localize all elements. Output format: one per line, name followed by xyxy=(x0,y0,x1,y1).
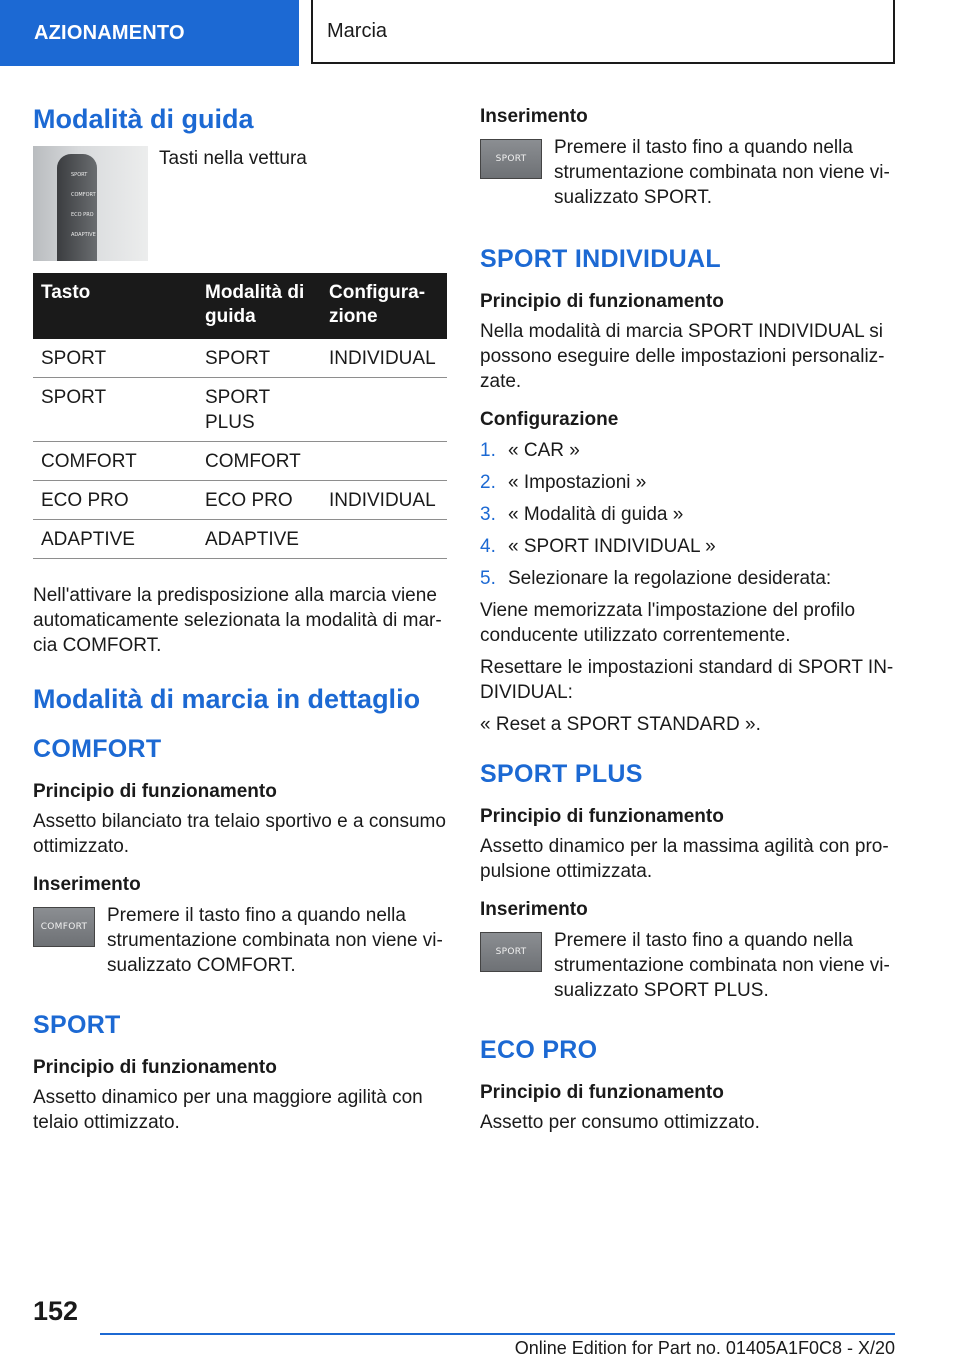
sport-individual-title: SPORT INDIVIDUAL xyxy=(480,245,721,273)
comfort-insert-block xyxy=(33,903,447,978)
comfort-title: COMFORT xyxy=(33,735,162,763)
step-text: Selezionare la regolazione desiderata: xyxy=(508,568,832,589)
comfort-principle-text: Assetto bilanciato tra telaio sportivo e a consumo ottimizzato. xyxy=(33,811,446,857)
table-cell: SPORT xyxy=(197,339,321,378)
individual-reset-path: « Reset a SPORT STANDARD ». xyxy=(480,714,761,735)
eco-principle-text: Assetto per consumo ottimizzato. xyxy=(480,1112,760,1133)
individual-principle-text: Nella modalità di marcia SPORT INDIVIDUAL si possono eseguire delle impostazioni personaliz-zate. xyxy=(480,321,885,392)
list-item xyxy=(480,534,894,559)
table-row xyxy=(33,442,447,481)
buttons-photo-block xyxy=(33,146,447,261)
step-number: 1. xyxy=(480,440,496,461)
plus-insert-heading: Inserimento xyxy=(480,899,588,920)
table-cell: ECO PRO xyxy=(197,481,321,520)
driving-modes-title: Modalità di guida xyxy=(33,104,254,134)
table-cell: ADAPTIVE xyxy=(33,520,197,559)
default-mode-note: Nell'attivare la predisposizione alla marcia viene automaticamente selezionata la modalità di mar-cia COMFORT. xyxy=(33,585,442,656)
table-row xyxy=(33,481,447,520)
detail-title: Modalità di marcia in dettaglio xyxy=(33,684,421,714)
table-cell: ECO PRO xyxy=(33,481,197,520)
plus-principle-heading: Principio di funzionamento xyxy=(480,806,724,827)
individual-reset-text: Resettare le impostazioni standard di SPORT IN-DIVIDUAL: xyxy=(480,657,894,703)
console-buttons-photo xyxy=(33,146,148,261)
sport-plus-title: SPORT PLUS xyxy=(480,760,643,788)
table-cell xyxy=(321,442,447,481)
sport-principle-text: Assetto dinamico per una maggiore agilità con telaio ottimizzato. xyxy=(33,1087,423,1133)
table-row xyxy=(33,520,447,559)
eco-principle-heading: Principio di funzionamento xyxy=(480,1082,724,1103)
step-number: 3. xyxy=(480,504,496,525)
table-cell: INDIVIDUAL xyxy=(321,339,447,378)
section-tab: AZIONAMENTO xyxy=(0,0,299,66)
table-cell: INDIVIDUAL xyxy=(321,481,447,520)
comfort-key-icon: COMFORT xyxy=(33,907,95,947)
page-number: 152 xyxy=(33,1296,79,1326)
table-cell: COMFORT xyxy=(33,442,197,481)
list-item xyxy=(480,470,894,495)
table-cell: ADAPTIVE xyxy=(197,520,321,559)
sport-insert-heading: Inserimento xyxy=(480,106,588,127)
edition-text: Online Edition for Part no. 01405A1F0C8 - X/20 xyxy=(514,1338,895,1358)
photo-label: COMFORT xyxy=(71,192,96,198)
individual-config-heading: Configurazione xyxy=(480,409,619,430)
step-text: « SPORT INDIVIDUAL » xyxy=(508,536,716,557)
step-text: « Modalità di guida » xyxy=(508,504,684,525)
step-text: « Impostazioni » xyxy=(508,472,647,493)
button-bar xyxy=(57,154,97,261)
photo-label: SPORT xyxy=(71,172,88,178)
config-steps xyxy=(480,438,894,591)
modes-table xyxy=(33,273,447,559)
step-text: « CAR » xyxy=(508,440,580,461)
sport-plus-key-icon: SPORT xyxy=(480,932,542,972)
left-column xyxy=(33,100,447,1135)
table-cell xyxy=(321,520,447,559)
sport-principle-heading: Principio di funzionamento xyxy=(33,1057,277,1078)
table-row xyxy=(33,378,447,442)
right-column xyxy=(480,103,894,1135)
individual-memo-text: Viene memorizzata l'impostazione del profilo conducente utilizzato correntemente. xyxy=(480,600,856,646)
table-cell: COMFORT xyxy=(197,442,321,481)
comfort-insert-heading: Inserimento xyxy=(33,874,141,895)
table-row xyxy=(33,339,447,378)
photo-label: ECO PRO xyxy=(71,212,94,218)
plus-insert-text: Premere il tasto fino a quando nella strumentazione combinata non viene vi-sualizzato SPORT PLUS. xyxy=(554,930,890,1001)
table-cell: SPORT xyxy=(33,378,197,442)
table-header: Tasto xyxy=(33,273,197,339)
chapter-title: Marcia xyxy=(311,0,895,64)
step-number: 2. xyxy=(480,472,496,493)
footer-divider xyxy=(100,1333,895,1335)
comfort-insert-text: Premere il tasto fino a quando nella strumentazione combinata non viene vi-sualizzato COMFORT. xyxy=(107,905,443,976)
sport-key-icon: SPORT xyxy=(480,139,542,179)
step-number: 5. xyxy=(480,568,496,589)
list-item xyxy=(480,502,894,527)
plus-insert-block xyxy=(480,928,894,1003)
sport-insert-text: Premere il tasto fino a quando nella strumentazione combinata non viene vi-sualizzato SPORT. xyxy=(554,137,890,208)
sport-insert-block xyxy=(480,135,894,210)
photo-label: ADAPTIVE xyxy=(71,232,96,238)
eco-pro-title: ECO PRO xyxy=(480,1036,598,1064)
list-item xyxy=(480,566,894,591)
table-header: Configura-zione xyxy=(321,273,447,339)
sport-title: SPORT xyxy=(33,1011,121,1039)
individual-principle-heading: Principio di funzionamento xyxy=(480,291,724,312)
table-cell: SPORT PLUS xyxy=(197,378,321,442)
table-cell: SPORT xyxy=(33,339,197,378)
table-cell xyxy=(321,378,447,442)
comfort-principle-heading: Principio di funzionamento xyxy=(33,781,277,802)
plus-principle-text: Assetto dinamico per la massima agilità con pro-pulsione ottimizzata. xyxy=(480,836,889,882)
photo-caption: Tasti nella vettura xyxy=(159,148,307,169)
step-number: 4. xyxy=(480,536,496,557)
table-header: Modalità di guida xyxy=(197,273,321,339)
list-item xyxy=(480,438,894,463)
